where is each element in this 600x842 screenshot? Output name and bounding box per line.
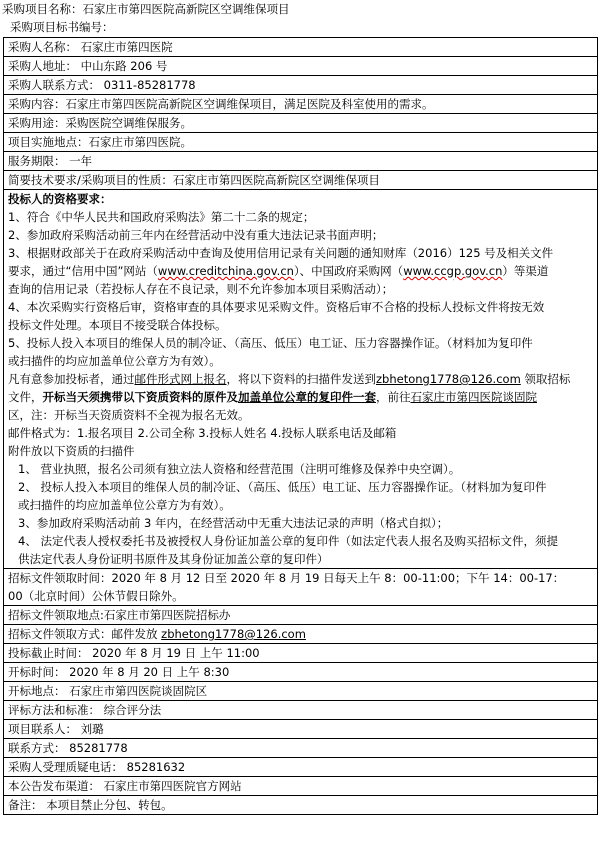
online-registration-text: 邮件形式网上报名 <box>134 372 227 386</box>
table-row <box>4 739 598 758</box>
table-row <box>4 114 598 133</box>
bid-doc-time-line2: 00（北京时间）公休节假日除外。 <box>8 589 184 603</box>
qualification-item-2: 2、参加政府采购活动前三年内在经营活动中没有重大违法记录书面声明； <box>8 228 384 242</box>
project-name-line: 采购项目名称：石家庄市第四医院高新院区空调维保项目 <box>2 2 290 16</box>
attachment-item-2-line2: 或扫描件的均应加盖单位公章方为有效）。 <box>18 498 231 512</box>
remark-cell: 备注： 本项目禁止分包、转包。 <box>4 796 598 815</box>
table-row <box>4 171 598 190</box>
project-location-cell: 项目实施地点：石家庄市第四医院。 <box>4 133 598 152</box>
ccgp-link[interactable]: www.ccgp.gov.cn <box>403 264 503 278</box>
attachment-item-1: 1、 营业执照，报名公司须有独立法人资格和经营范围（注明可维修及保养中央空调）。 <box>18 462 461 476</box>
tender-info-table <box>3 37 598 815</box>
text-segment: 凡有意参加投标者，通过 <box>8 372 135 386</box>
text-segment: 文件， <box>8 390 43 404</box>
text-segment: ，前往 <box>376 390 411 404</box>
attachment-item-4-line2: 供法定代表人身份证明书原件及其身份证加盖公章的复印件） <box>18 552 329 566</box>
publish-channel-cell: 本公告发布渠道： 石家庄市第四医院官方网站 <box>4 777 598 796</box>
bid-number-line: 采购项目标书编号： <box>10 20 114 34</box>
table-row <box>4 95 598 114</box>
table-row <box>4 606 598 625</box>
contact-person-cell: 项目联系人： 刘璐 <box>4 720 598 739</box>
bid-doc-time-cell <box>4 569 598 606</box>
attachment-item-4-line1: 4、 法定代表人授权委托书及被授权人身份证加盖公章的复印件（如法定代表人报名及购买招标文件，须提 <box>18 534 558 548</box>
query-phone-cell: 采购人受理质疑电话： 85281632 <box>4 758 598 777</box>
bid-doc-email-link[interactable]: zbhetong1778@126.com <box>161 627 306 641</box>
table-row <box>4 663 598 682</box>
registration-notice-line2 <box>8 388 594 406</box>
table-row <box>4 76 598 95</box>
text-segment: ）、中国政府采购网（ <box>293 264 404 278</box>
contact-phone-cell: 联系方式： 85281778 <box>4 739 598 758</box>
table-row <box>4 190 598 569</box>
text-segment: ，将以下资料的扫描件发送到 <box>226 372 376 386</box>
purchaser-contact-cell: 采购人联系方式： 0311-85281778 <box>4 76 598 95</box>
attachment-title: 附件放以下资质的扫描件 <box>8 444 135 458</box>
qualifications-title: 投标人的资格要求： <box>8 192 112 206</box>
evaluation-method-cell: 评标方法和标准： 综合评分法 <box>4 701 598 720</box>
qualification-item-1: 1、符合《中华人民共和国政府采购法》第二十二条的规定； <box>8 210 315 224</box>
table-row <box>4 569 598 606</box>
hospital-campus-text: 石家庄市第四医院谈固院 <box>410 390 537 404</box>
registration-notice-line3: 区，注：开标当天资质资料不全视为报名无效。 <box>8 408 250 422</box>
mail-format-line: 邮件格式为：1.报名项目 2.公司全称 3.投标人姓名 4.投标人联系电话及邮箱 <box>8 426 397 440</box>
table-row <box>4 133 598 152</box>
opening-time-cell: 开标时间： 2020 年 8 月 20 日 上午 8:30 <box>4 663 598 682</box>
bid-doc-place-cell: 招标文件领取地点:石家庄市第四医院招标办 <box>4 606 598 625</box>
table-row <box>4 701 598 720</box>
bring-originals-text: 开标当天须携带以下资质资料的原件及 <box>42 390 238 404</box>
purchaser-name-cell: 采购人名称： 石家庄市第四医院 <box>4 38 598 57</box>
purchase-purpose-cell: 采购用途：采购医院空调维保服务。 <box>4 114 598 133</box>
registration-email-link[interactable]: zbhetong1778@126.com <box>376 372 521 386</box>
table-row <box>4 682 598 701</box>
table-row <box>4 625 598 644</box>
text-segment: 领取招标 <box>520 372 571 386</box>
qualification-item-5-line1: 5、投标人投入本项目的维保人员的制冷证、（高压、低压）电工证、压力容器操作证。（材料加为复印件 <box>8 336 533 350</box>
table-row <box>4 38 598 57</box>
table-row <box>4 777 598 796</box>
table-row <box>4 720 598 739</box>
stamped-copies-text: 加盖单位公章的复印件一套 <box>238 390 376 404</box>
opening-place-cell: 开标地点： 石家庄市第四医院谈固院区 <box>4 682 598 701</box>
attachment-item-3: 3、参加政府采购活动前 3 年内，在经营活动中无重大违法记录的声明（格式自拟）； <box>18 516 449 530</box>
table-row <box>4 796 598 815</box>
table-row <box>4 152 598 171</box>
bid-doc-time-line1: 招标文件领取时间：2020 年 8 月 12 日至 2020 年 8 月 19 日每天上午 8：00-11:00；下午 14：00-17： <box>8 571 565 585</box>
table-row <box>4 57 598 76</box>
qualifications-cell <box>4 190 598 569</box>
purchaser-address-cell: 采购人地址： 中山东路 206 号 <box>4 57 598 76</box>
qualification-item-3-line1: 3、根据财政部关于在政府采购活动中查询及使用信用记录有关问题的通知财库（2016）125 号及相关文件 <box>8 246 554 260</box>
technical-requirements-cell: 简要技术要求/采购项目的性质：石家庄市第四医院高新院区空调维保项目 <box>4 171 598 190</box>
purchase-content-cell: 采购内容：石家庄市第四医院高新院区空调维保项目，满足医院及科室使用的需求。 <box>4 95 598 114</box>
text-segment: 要求，通过“信用中国”网站（ <box>8 264 158 278</box>
table-row <box>4 644 598 663</box>
table-row <box>4 758 598 777</box>
qualification-item-5-line2: 或扫描件的均应加盖单位公章方为有效）。 <box>8 354 221 368</box>
service-period-cell: 服务期限： 一年 <box>4 152 598 171</box>
attachment-item-2-line1: 2、 投标人投入本项目的维保人员的制冷证、（高压、低压）电工证、压力容器操作证。（材料加为复印件 <box>18 480 547 494</box>
text-segment: ）等渠道 <box>502 264 549 278</box>
bid-deadline-cell: 投标截止时间： 2020 年 8 月 19 日 上午 11:00 <box>4 644 598 663</box>
credit-china-link[interactable]: www.creditchina.gov.cn <box>157 264 294 278</box>
qualification-item-3-line2 <box>8 262 594 280</box>
text-segment: 招标文件领取方式：邮件发放 <box>8 627 162 641</box>
qualification-item-3-line3: 查询的信用记录（若投标人存在不良记录，则不允许参加本项目采购活动）； <box>8 282 394 296</box>
qualification-item-4-line2: 投标文件处理。本项目不接受联合体投标。 <box>8 318 227 332</box>
qualification-item-4-line1: 4、本次采购实行资格后审，资格审查的具体要求见采购文件。资格后审不合格的投标人投标文件将按无效 <box>8 300 545 314</box>
bid-doc-method-cell <box>4 625 598 644</box>
registration-notice-line1 <box>8 370 594 388</box>
